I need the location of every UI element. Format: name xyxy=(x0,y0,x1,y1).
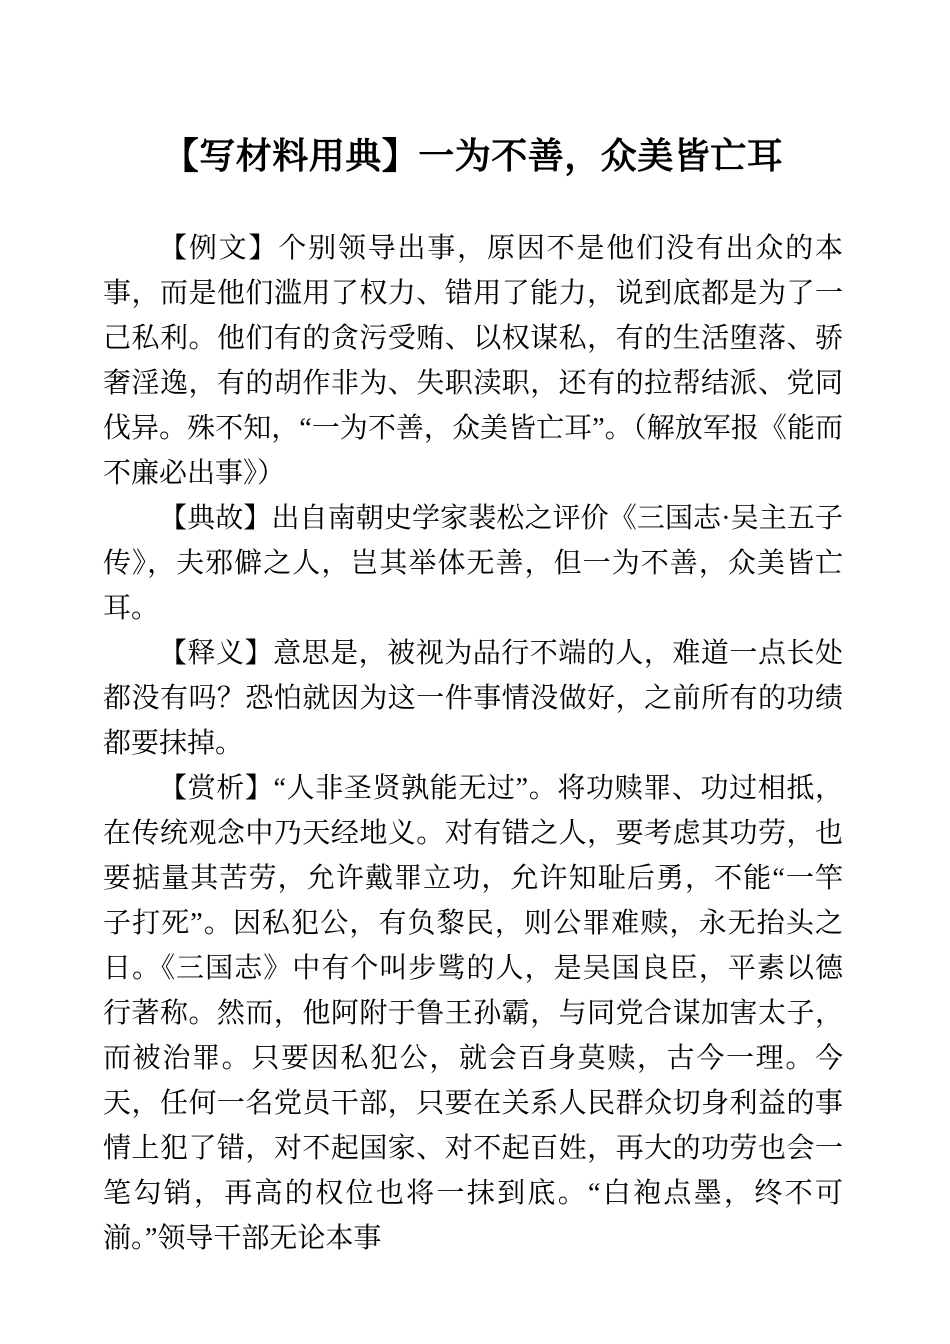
paragraph-liwen: 【例文】个别领导出事，原因不是他们没有出众的本事，而是他们滥用了权力、错用了能力，说到底都是为了一己私利。他们有的贪污受贿、以权谋私，有的生活堕落、骄奢淫逸，有的胡作非为、失职渎职，还有的拉帮结派、党同伐异。殊不知，“一为不善，众美皆亡耳”。（解放军报《能而不廉必出事》） xyxy=(103,233,843,489)
paragraph-shiyi: 【释义】意思是，被视为品行不端的人，难道一点长处都没有吗？恐怕就因为这一件事情没做好，之前所有的功绩都要抹掉。 xyxy=(103,638,843,759)
paragraph-shangxi: 【赏析】“人非圣贤孰能无过”。将功赎罪、功过相抵，在传统观念中乃天经地义。对有错之人，要考虑其功劳，也要掂量其苦劳，允许戴罪立功，允许知耻后勇，不能“一竿子打死”。因私犯公，有负黎民，则公罪难赎，永无抬头之日。《三国志》中有个叫步骘的人，是吴国良臣，平素以德行著称。然而，他阿附于鲁王孙霸，与同党合谋加害太子，而被治罪。只要因私犯公，就会百身莫赎，古今一理。今天，任何一名党员干部，只要在关系人民群众切身利益的事情上犯了错，对不起国家、对不起百姓，再大的功劳也会一笔勾销，再高的权位也将一抹到底。“白袍点墨，终不可湔。”领导干部无论本事 xyxy=(103,773,843,1254)
paragraph-diangu: 【典故】出自南朝史学家裴松之评价《三国志·吴主五子传》，夫邪僻之人，岂其举体无善，但一为不善，众美皆亡耳。 xyxy=(103,503,843,624)
document-content xyxy=(103,130,843,1261)
document-title: 【写材料用典】一为不善，众美皆亡耳 xyxy=(162,136,784,176)
